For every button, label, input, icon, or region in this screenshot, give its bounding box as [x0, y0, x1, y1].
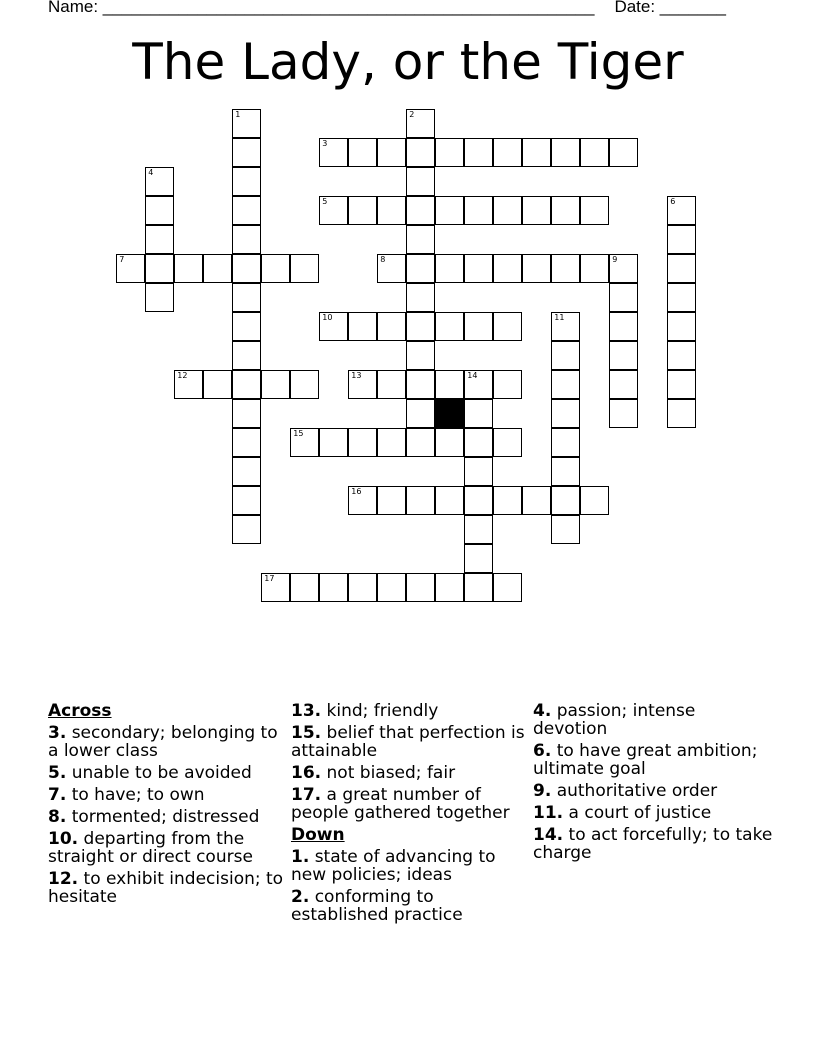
- grid-cell[interactable]: [261, 254, 290, 283]
- clue-number: 4: [148, 168, 154, 178]
- clue-down-11: 11. a court of justice: [533, 803, 712, 823]
- clue-across-12: 12. to exhibit indecision; to hesitate: [48, 869, 284, 907]
- grid-cell[interactable]: [290, 573, 319, 602]
- grid-cell[interactable]: [435, 370, 464, 399]
- grid-cell[interactable]: [551, 312, 580, 341]
- grid-cell[interactable]: [145, 225, 174, 254]
- clue-across-7: 7. to have; to own: [48, 785, 205, 805]
- page-title: The Lady, or the Tiger: [132, 33, 684, 91]
- grid-cell[interactable]: [377, 138, 406, 167]
- grid-cell[interactable]: [232, 225, 261, 254]
- grid-cell[interactable]: [232, 167, 261, 196]
- grid-cell[interactable]: [493, 196, 522, 225]
- clue-across-15: 15. belief that perfection is attainable: [291, 723, 525, 761]
- grid-cell[interactable]: [377, 486, 406, 515]
- grid-cell[interactable]: [406, 109, 435, 138]
- clue-number: 10: [322, 313, 333, 323]
- grid-cell[interactable]: [406, 399, 435, 428]
- grid-cell[interactable]: [464, 573, 493, 602]
- grid-cell[interactable]: [609, 399, 638, 428]
- grid-cell[interactable]: [406, 196, 435, 225]
- grid-cell[interactable]: [232, 312, 261, 341]
- name-date-line: [48, 0, 748, 17]
- grid-cell[interactable]: [261, 573, 290, 602]
- grid-cell[interactable]: [203, 370, 232, 399]
- grid-cell[interactable]: [667, 283, 696, 312]
- grid-cell[interactable]: [406, 341, 435, 370]
- clue-number: 16: [351, 487, 362, 497]
- grid-cell[interactable]: [667, 399, 696, 428]
- across-heading: Across: [48, 701, 112, 721]
- grid-cell[interactable]: [435, 428, 464, 457]
- name-label: Name:: [48, 0, 103, 16]
- grid-cell[interactable]: [232, 341, 261, 370]
- grid-cell[interactable]: [174, 370, 203, 399]
- grid-cell[interactable]: [493, 312, 522, 341]
- clue-down-14: 14. to act forcefully; to take charge: [533, 825, 773, 863]
- grid-cell[interactable]: [609, 254, 638, 283]
- grid-cell[interactable]: [319, 196, 348, 225]
- grid-cell[interactable]: [145, 196, 174, 225]
- grid-cell[interactable]: [232, 428, 261, 457]
- grid-cell[interactable]: [348, 138, 377, 167]
- clue-number: 15: [293, 429, 304, 439]
- grid-cell[interactable]: [232, 138, 261, 167]
- clue-across-3: 3. secondary; belonging to a lower class: [48, 723, 278, 761]
- grid-cell[interactable]: [406, 225, 435, 254]
- grid-cell[interactable]: [493, 573, 522, 602]
- grid-cell[interactable]: [232, 283, 261, 312]
- grid-cell[interactable]: [290, 254, 319, 283]
- grid-cell[interactable]: [493, 370, 522, 399]
- grid-cell[interactable]: [406, 283, 435, 312]
- grid-cell[interactable]: [435, 196, 464, 225]
- grid-cell[interactable]: [319, 573, 348, 602]
- clue-number: 13: [351, 371, 362, 381]
- grid-cell[interactable]: [464, 312, 493, 341]
- clue-down-1: 1. state of advancing to new policies; ideas: [291, 847, 496, 885]
- grid-cell[interactable]: [667, 341, 696, 370]
- grid-cell[interactable]: [232, 196, 261, 225]
- grid-cell[interactable]: [377, 254, 406, 283]
- grid-cell[interactable]: [580, 196, 609, 225]
- clue-number: 1: [235, 110, 241, 120]
- grid-cell[interactable]: [493, 254, 522, 283]
- grid-cell[interactable]: [232, 486, 261, 515]
- grid-cell[interactable]: [435, 486, 464, 515]
- grid-cell[interactable]: [377, 370, 406, 399]
- grid-cell[interactable]: [319, 312, 348, 341]
- grid-cell[interactable]: [609, 283, 638, 312]
- grid-cell[interactable]: [522, 486, 551, 515]
- clue-number: 12: [177, 371, 188, 381]
- clue-down-9: 9. authoritative order: [533, 781, 718, 801]
- grid-cell[interactable]: [348, 428, 377, 457]
- grid-cell[interactable]: [406, 486, 435, 515]
- grid-cell[interactable]: [377, 573, 406, 602]
- clue-number: 7: [119, 255, 125, 265]
- grid-cell[interactable]: [116, 254, 145, 283]
- grid-cell[interactable]: [580, 138, 609, 167]
- grid-cell[interactable]: [667, 312, 696, 341]
- grid-cell[interactable]: [406, 167, 435, 196]
- clue-number: 11: [554, 313, 565, 323]
- name-field[interactable]: ____________________________________________________: [102, 0, 595, 16]
- grid-cell[interactable]: [348, 312, 377, 341]
- grid-cell[interactable]: [493, 428, 522, 457]
- grid-cell[interactable]: [348, 573, 377, 602]
- grid-cell[interactable]: [203, 254, 232, 283]
- date-label: Date:: [614, 0, 660, 16]
- grid-cell[interactable]: [464, 370, 493, 399]
- grid-cell[interactable]: [551, 399, 580, 428]
- clue-number: 14: [467, 371, 478, 381]
- grid-cell[interactable]: [464, 457, 493, 486]
- grid-cell[interactable]: [667, 196, 696, 225]
- grid-cell[interactable]: [261, 370, 290, 399]
- grid-cell[interactable]: [406, 370, 435, 399]
- grid-cell[interactable]: [232, 399, 261, 428]
- grid-cell[interactable]: [464, 254, 493, 283]
- grid-cell[interactable]: [319, 428, 348, 457]
- clue-down-6: 6. to have great ambition; ultimate goal: [533, 741, 758, 779]
- grid-cell[interactable]: [609, 312, 638, 341]
- grid-cell[interactable]: [493, 138, 522, 167]
- grid-cell[interactable]: [580, 486, 609, 515]
- grid-cell[interactable]: [464, 138, 493, 167]
- clue-number: 6: [670, 197, 676, 207]
- grid-cell[interactable]: [551, 196, 580, 225]
- grid-cell[interactable]: [609, 138, 638, 167]
- grid-cell[interactable]: [435, 254, 464, 283]
- grid-cell[interactable]: [232, 254, 261, 283]
- grid-cell[interactable]: [406, 312, 435, 341]
- grid-cell[interactable]: [464, 196, 493, 225]
- clue-number: 8: [380, 255, 386, 265]
- grid-cell[interactable]: [348, 196, 377, 225]
- blocked-cell: [435, 399, 464, 428]
- grid-cell[interactable]: [145, 254, 174, 283]
- grid-cell[interactable]: [145, 283, 174, 312]
- grid-cell[interactable]: [377, 428, 406, 457]
- clue-across-5: 5. unable to be avoided: [48, 763, 252, 783]
- grid-cell[interactable]: [464, 399, 493, 428]
- clue-across-10: 10. departing from the straight or direct course: [48, 829, 253, 867]
- clue-across-8: 8. tormented; distressed: [48, 807, 260, 827]
- clue-number: 2: [409, 110, 415, 120]
- clue-number: 9: [612, 255, 618, 265]
- grid-cell[interactable]: [609, 341, 638, 370]
- clue-number: 3: [322, 139, 328, 149]
- crossword-grid: [117, 110, 717, 610]
- grid-cell[interactable]: [609, 370, 638, 399]
- grid-cell[interactable]: [551, 428, 580, 457]
- grid-cell[interactable]: [232, 109, 261, 138]
- grid-cell[interactable]: [435, 312, 464, 341]
- grid-cell[interactable]: [406, 138, 435, 167]
- grid-cell[interactable]: [348, 486, 377, 515]
- clue-down-2: 2. conforming to established practice: [291, 887, 463, 925]
- grid-cell[interactable]: [464, 544, 493, 573]
- grid-cell[interactable]: [348, 370, 377, 399]
- grid-cell[interactable]: [290, 370, 319, 399]
- grid-cell[interactable]: [580, 254, 609, 283]
- grid-cell[interactable]: [522, 254, 551, 283]
- grid-cell[interactable]: [551, 138, 580, 167]
- grid-cell[interactable]: [377, 196, 406, 225]
- clue-number: 5: [322, 197, 328, 207]
- grid-cell[interactable]: [551, 486, 580, 515]
- grid-cell[interactable]: [464, 515, 493, 544]
- grid-cell[interactable]: [319, 138, 348, 167]
- grid-cell[interactable]: [522, 196, 551, 225]
- grid-cell[interactable]: [522, 138, 551, 167]
- down-heading: Down: [291, 825, 345, 845]
- grid-cell[interactable]: [667, 225, 696, 254]
- grid-cell[interactable]: [435, 573, 464, 602]
- clue-number: 17: [264, 574, 275, 584]
- grid-cell[interactable]: [406, 428, 435, 457]
- grid-cell[interactable]: [551, 341, 580, 370]
- grid-cell[interactable]: [493, 486, 522, 515]
- grid-cell[interactable]: [435, 138, 464, 167]
- date-field[interactable]: _______: [659, 0, 726, 16]
- clues-column-2: [291, 702, 531, 928]
- grid-cell[interactable]: [406, 254, 435, 283]
- clue-across-17: 17. a great number of people gathered together: [291, 785, 510, 823]
- grid-cell[interactable]: [406, 573, 435, 602]
- clues-column-3: [533, 702, 773, 866]
- grid-cell[interactable]: [232, 370, 261, 399]
- clue-down-4: 4. passion; intense devotion: [533, 701, 696, 739]
- grid-cell[interactable]: [464, 486, 493, 515]
- grid-cell[interactable]: [667, 254, 696, 283]
- grid-cell[interactable]: [551, 515, 580, 544]
- grid-cell[interactable]: [551, 254, 580, 283]
- grid-cell[interactable]: [667, 370, 696, 399]
- grid-cell[interactable]: [232, 457, 261, 486]
- clue-across-13: 13. kind; friendly: [291, 701, 439, 721]
- clues-column-1: [48, 702, 288, 910]
- grid-cell[interactable]: [464, 428, 493, 457]
- grid-cell[interactable]: [174, 254, 203, 283]
- clue-across-16: 16. not biased; fair: [291, 763, 456, 783]
- grid-cell[interactable]: [551, 457, 580, 486]
- grid-cell[interactable]: [551, 370, 580, 399]
- grid-cell[interactable]: [145, 167, 174, 196]
- grid-cell[interactable]: [377, 312, 406, 341]
- grid-cell[interactable]: [232, 515, 261, 544]
- grid-cell[interactable]: [290, 428, 319, 457]
